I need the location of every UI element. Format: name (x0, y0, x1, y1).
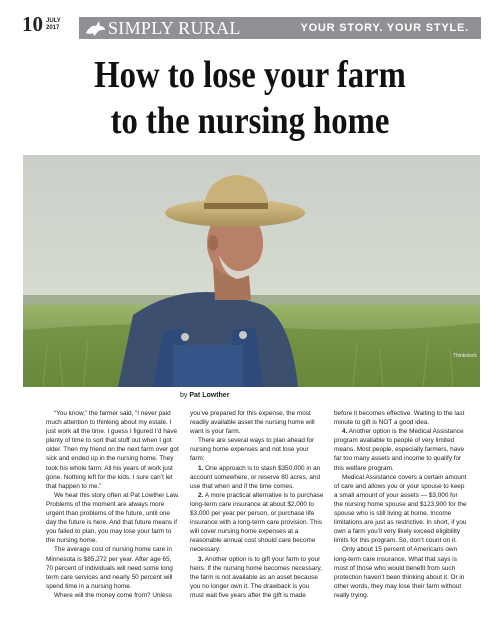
paragraph-numbered (190, 464, 324, 491)
title-line-1: How to lose your farm (94, 54, 406, 96)
list-number: 1. (198, 464, 204, 472)
paragraph-numbered (190, 555, 324, 600)
column-2 (190, 409, 324, 600)
paragraph: Medical Assistance covers a certain amount of care and allows you or your spouse to keep a small amount of your assets — $3,000 for the nursing home spouse and $123,900 for the spouse who is still living at home. Income limitations are just as restrictive. In short, if you own a farm you’ll very likely exceed eligibility limits for this program. So, don’t count on it. (334, 473, 467, 545)
list-number: 2. (198, 491, 204, 499)
bird-icon (83, 17, 107, 37)
brand-banner (79, 17, 481, 39)
issue-date (46, 18, 61, 32)
paragraph-text: A more practical alternative is to purchase long-term care insurance at about $2,000 to $3,000 per year per person, or purchase life insurance with a long-term care provision. This will cover nursing home expenses at a reasonable annual cost should care become necessary. (190, 491, 324, 554)
paragraph-numbered (190, 491, 324, 555)
paragraph-numbered (334, 427, 468, 472)
paragraph: Only about 15 percent of Americans own long-term care insurance. What that says is most of those who would benefit from such protection haven’t been thinking about it. Or in other words, they may lose their farm without really trying. (334, 546, 465, 599)
paragraph: There are several ways to plan ahead for nursing home expenses and not lose your farm: (190, 437, 315, 463)
column-1 (46, 409, 180, 600)
paragraph: “You know,” the farmer said, “I never paid much attention to thinking about my estate. I just work all the time. I guess I figured I’d have plenty of time to sort that stuff out when I got older. Then my friend on the next farm over got sick and ended up in the nursing home. They took his whole farm. All his years of work just gone. Nothing left for the kids. I sure can’t let that happen to me.” (46, 410, 179, 490)
issue-year: 2017 (46, 24, 60, 31)
list-number: 3. (198, 555, 204, 563)
masthead (0, 0, 500, 40)
issue-info (22, 14, 61, 35)
article-title (35, 52, 465, 144)
byline-prefix: by (180, 392, 188, 399)
paragraph-text: Another option is the Medical Assistance program available to people of very limited means. Most people, especially farmers, have far too many assets and income to qualify for this welfare program. (334, 428, 465, 472)
column-3 (334, 409, 468, 600)
paragraph: you’ve prepared for this expense, the most readily available asset the nursing home will want is your farm. (190, 410, 315, 436)
farmer-illustration (23, 155, 480, 387)
farmer-photo (23, 155, 480, 387)
issue-month: JULY (46, 17, 61, 24)
photo-credit: Thinkstock (453, 353, 477, 359)
page-number: 10 (22, 12, 43, 36)
title-line-2: to the nursing home (110, 100, 390, 142)
brand-name: SIMPLY RURAL (108, 18, 241, 38)
article-body (46, 409, 468, 600)
paragraph: before it becomes effective. Waiting to the last minute to gift is NOT a good idea. (334, 410, 465, 427)
paragraph-text: Another option is to gift your farm to your heirs. If the nursing home becomes necessary, the farm is not available as an asset because you no longer own it. The drawback is you must wait five years after the gift is made (190, 555, 323, 599)
paragraph: The average cost of nursing home care in Minnesota is $85,272 per year. After age 65, 70 percent of individuals will need some long term care services and nearly 50 percent will spend time in a nursing home. (46, 546, 173, 590)
paragraph: Where will the money come from? Unless (54, 591, 172, 599)
list-number: 4. (342, 428, 348, 436)
tagline: YOUR STORY. YOUR STYLE. (300, 22, 469, 34)
byline (180, 392, 229, 399)
paragraph: We hear this story often at Pat Lowther Law. Problems of the moment are always more urgent than problems of the future, until one day the future is here. And that future means if you failed to plan, you may lose your farm to the nursing home. (46, 491, 180, 545)
byline-author: Pat Lowther (189, 392, 230, 399)
paragraph-text: One approach is to stash $350,000 in an account somewhere, or reserve 80 acres, and use that when and if the time comes. (190, 464, 321, 490)
